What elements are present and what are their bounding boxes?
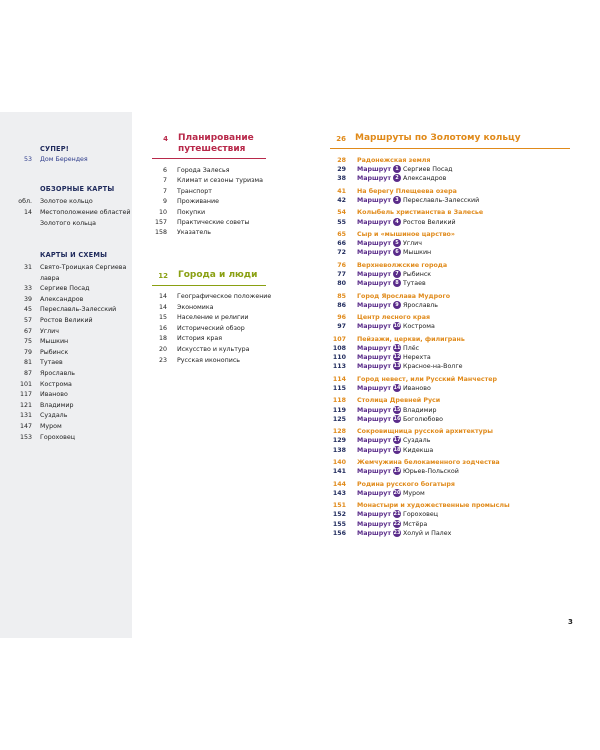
route-number-badge: 11	[393, 345, 401, 351]
toc-item[interactable]: Русская иконопись	[177, 356, 240, 364]
route-group-title[interactable]: Радонежская земля	[357, 157, 431, 164]
route-word: Маршрут	[357, 385, 391, 392]
route-word: Маршрут	[357, 240, 391, 248]
route-word: Маршрут	[357, 489, 391, 497]
sidebar-page-number: 39	[23, 295, 32, 303]
route-group-page-number: 151	[332, 502, 346, 510]
route-page-number: 29	[337, 166, 346, 174]
route-number-badge: 9	[393, 301, 401, 309]
route-group-title[interactable]: Столица Древней Руси	[357, 397, 441, 405]
route-page-number: 55	[337, 218, 346, 226]
route-number-badge: 7	[393, 270, 401, 278]
sidebar-item[interactable]: Переславль-Залесский	[40, 306, 117, 314]
route-group-title[interactable]: Жемчужина белокаменного зодчества	[357, 459, 500, 466]
toc-page-number: 14	[158, 293, 167, 300]
route-number-badge: 20	[393, 489, 401, 496]
sidebar-page-number: 131	[19, 412, 32, 420]
route-page-number: 97	[337, 323, 346, 331]
sidebar-item[interactable]: Тутаев	[40, 359, 63, 367]
route-word: Маршрут	[357, 249, 391, 257]
sidebar-item[interactable]: Ярославль	[40, 370, 76, 377]
toc-item[interactable]: Покупки	[177, 208, 206, 216]
sidebar-section-title: СУПЕР!	[40, 145, 69, 153]
route-word: Маршрут	[357, 323, 391, 331]
route-item[interactable]	[357, 270, 431, 279]
toc-item[interactable]: Климат и сезоны туризма	[177, 177, 264, 185]
route-page-number: 129	[332, 437, 346, 445]
route-page-number: 143	[332, 489, 346, 497]
section-rule	[152, 158, 266, 159]
route-word: Маршрут	[357, 415, 391, 423]
route-destination: Красное-на-Волге	[402, 363, 463, 371]
route-group-page-number: 114	[332, 375, 346, 383]
route-group-title[interactable]: Центр лесного края	[357, 314, 430, 322]
route-group-title[interactable]: На берегу Плещеева озера	[357, 187, 457, 195]
route-item[interactable]	[357, 510, 438, 519]
toc-page-number: 14	[158, 303, 167, 311]
sidebar-item[interactable]: Кострома	[40, 380, 72, 388]
route-number-badge: 18	[393, 446, 401, 453]
route-group-title[interactable]: Город невест, или Русский Манчестер	[357, 375, 498, 383]
route-item[interactable]	[357, 344, 419, 353]
toc-page-number: 15	[158, 314, 167, 322]
route-number-badge: 12	[393, 354, 401, 361]
sidebar-item[interactable]: Владимир	[40, 401, 74, 409]
toc-page-number: 9	[162, 198, 167, 206]
route-item[interactable]	[357, 467, 459, 476]
route-item[interactable]	[357, 165, 453, 174]
route-page-number: 66	[337, 240, 346, 248]
toc-item[interactable]: Население и религии	[177, 314, 249, 322]
route-destination: Юрьев-Польской	[402, 468, 459, 476]
route-group-title[interactable]: Сыр и «мышиное царство»	[357, 231, 455, 238]
route-number-badge: 13	[393, 363, 401, 370]
route-word: Маршрут	[357, 354, 391, 362]
route-destination: Мстёра	[402, 520, 428, 528]
route-destination: Боголюбово	[402, 415, 443, 423]
section-title: Города и люди	[178, 270, 258, 280]
route-item[interactable]	[357, 196, 479, 205]
route-number-badge: 19	[393, 468, 401, 475]
route-group-title[interactable]: Верхневолжские города	[357, 261, 448, 269]
route-page-number: 42	[337, 197, 346, 204]
route-destination: Иваново	[402, 385, 431, 392]
route-number-badge: 1	[393, 165, 401, 173]
toc-page-number: 7	[162, 187, 167, 195]
route-word: Маршрут	[357, 437, 391, 445]
sidebar-item[interactable]: Суздаль	[40, 412, 68, 420]
route-page-number: 155	[332, 520, 346, 528]
sidebar-section-title: ОБЗОРНЫЕ КАРТЫ	[40, 185, 115, 193]
route-item[interactable]	[357, 353, 431, 362]
route-group-page-number: 118	[332, 397, 346, 405]
route-word: Маршрут	[357, 345, 391, 352]
sidebar-item[interactable]: Сергиев Посад	[40, 285, 90, 293]
page-number: 3	[568, 618, 573, 626]
route-number-badge: 21	[393, 511, 401, 518]
sidebar-item[interactable]: Золотое кольцо	[40, 198, 93, 205]
section-title-line2: путешествия	[178, 144, 246, 154]
route-number-badge: 3	[393, 196, 401, 204]
section-rule	[152, 285, 266, 286]
section-rule	[330, 148, 570, 149]
route-number-badge: 23	[393, 529, 401, 536]
route-item[interactable]	[357, 520, 427, 529]
route-word: Маршрут	[357, 363, 391, 371]
sidebar-item[interactable]: Золотого кольца	[40, 220, 96, 227]
route-page-number: 86	[337, 301, 346, 309]
route-word: Маршрут	[357, 446, 391, 454]
route-item[interactable]	[357, 322, 435, 331]
route-item[interactable]	[357, 218, 456, 227]
section-title: Маршруты по Золотому кольцу	[355, 133, 521, 143]
sidebar-page-number: 147	[19, 423, 32, 430]
route-destination: Переславль-Залесский	[402, 197, 480, 204]
route-item[interactable]	[357, 301, 438, 310]
route-page-number: 138	[332, 446, 346, 454]
sidebar-item[interactable]: лавра	[40, 274, 60, 282]
route-group-page-number: 65	[337, 231, 346, 238]
route-destination: Холуй и Палех	[402, 529, 452, 537]
route-destination: Кидекша	[402, 446, 434, 454]
toc-item[interactable]: Экономика	[177, 303, 214, 311]
route-number-badge: 8	[393, 279, 401, 287]
toc-item[interactable]: История края	[177, 335, 223, 343]
sidebar-page-number: 117	[19, 391, 32, 399]
route-page-number: 72	[337, 249, 346, 257]
route-group-page-number: 54	[337, 209, 346, 217]
toc-item[interactable]: Географическое положение	[177, 293, 272, 300]
route-number-badge: 16	[393, 415, 401, 422]
toc-page-number: 20	[158, 346, 167, 353]
route-group-page-number: 96	[337, 314, 346, 322]
route-group-title[interactable]: Пейзажи, церкви, филигрань	[357, 335, 465, 343]
route-page-number: 113	[332, 363, 346, 371]
route-number-badge: 6	[393, 248, 401, 256]
sidebar-page-number: 81	[23, 359, 32, 367]
route-item[interactable]	[357, 362, 463, 371]
sidebar-page-number: 67	[23, 327, 32, 335]
sidebar-page-number: 87	[23, 370, 32, 377]
route-page-number: 80	[337, 280, 346, 288]
route-group-title[interactable]: Монастыри и художественные промыслы	[357, 502, 510, 510]
route-word: Маршрут	[357, 175, 391, 183]
toc-item[interactable]: Практические советы	[177, 219, 250, 226]
sidebar-page-number: 53	[23, 156, 32, 163]
sidebar-page-number: 121	[19, 401, 32, 409]
route-word: Маршрут	[357, 468, 391, 476]
sidebar-item[interactable]: Мышкин	[40, 338, 69, 346]
section-number: 12	[158, 272, 168, 280]
sidebar-page-number: обл.	[18, 198, 32, 205]
route-destination: Александров	[402, 175, 447, 183]
sidebar-item[interactable]: Рыбинск	[40, 348, 69, 356]
route-item[interactable]	[357, 415, 443, 424]
sidebar-item[interactable]: Дом Берендея	[40, 156, 88, 163]
sidebar-item[interactable]: Местоположение областей	[40, 209, 131, 216]
toc-page-number: 7	[162, 177, 167, 185]
route-group-title[interactable]: Город Ярослава Мудрого	[357, 292, 451, 300]
sidebar-page-number: 33	[23, 285, 32, 293]
toc-page-number: 157	[154, 219, 167, 226]
sidebar-section-title: КАРТЫ И СХЕМЫ	[40, 251, 108, 259]
route-destination: Нерехта	[402, 354, 431, 362]
route-destination: Ростов Великий	[402, 218, 456, 226]
route-group-page-number: 140	[332, 459, 346, 466]
toc-page-number: 23	[158, 356, 167, 364]
route-destination: Кострома	[402, 323, 435, 331]
toc-page-number: 16	[158, 324, 167, 332]
route-page-number: 125	[332, 415, 346, 423]
route-item[interactable]	[357, 384, 431, 393]
sidebar-item[interactable]: Муром	[40, 423, 62, 430]
route-item[interactable]	[357, 406, 436, 415]
section-number: 26	[336, 135, 346, 143]
route-page-number: 115	[332, 385, 346, 392]
route-destination: Тутаев	[402, 280, 426, 288]
route-destination: Гороховец	[402, 511, 438, 519]
section-number: 4	[163, 135, 168, 143]
sidebar-item[interactable]: Иваново	[40, 391, 68, 399]
section-title: Планирование	[178, 133, 254, 143]
sidebar-page-number: 14	[23, 209, 32, 216]
route-number-badge: 10	[393, 323, 401, 330]
route-word: Маршрут	[357, 271, 391, 278]
route-page-number: 141	[332, 468, 346, 476]
route-number-badge: 2	[393, 174, 401, 182]
route-page-number: 119	[332, 406, 346, 414]
route-destination: Рыбинск	[402, 271, 432, 278]
sidebar-item[interactable]: Свято-Троицкая Сергиева	[40, 264, 127, 271]
toc-item[interactable]: Транспорт	[177, 187, 212, 195]
route-word: Маршрут	[357, 406, 391, 414]
route-word: Маршрут	[357, 529, 391, 537]
route-group-page-number: 144	[332, 480, 346, 488]
route-number-badge: 14	[393, 385, 401, 391]
route-destination: Плёс	[402, 345, 420, 352]
sidebar-page-number: 75	[23, 338, 32, 346]
route-page-number: 77	[337, 271, 346, 278]
toc-item[interactable]: Исторический обзор	[177, 324, 245, 332]
sidebar-page-number: 101	[19, 380, 32, 388]
route-group-title[interactable]: Сокровищница русской архитектуры	[357, 428, 493, 436]
route-number-badge: 5	[393, 239, 401, 247]
route-destination: Мышкин	[402, 249, 432, 257]
route-group-title[interactable]: Колыбель христианства в Залесье	[357, 209, 484, 217]
toc-item[interactable]: Проживание	[177, 198, 220, 206]
route-number-badge: 22	[393, 520, 401, 527]
route-word: Маршрут	[357, 520, 391, 528]
sidebar-page-number: 31	[23, 264, 32, 271]
route-group-page-number: 107	[332, 335, 346, 343]
route-item[interactable]	[357, 446, 433, 455]
route-item[interactable]	[357, 436, 430, 445]
sidebar-page-number: 45	[23, 306, 32, 314]
route-item[interactable]	[357, 489, 425, 498]
route-destination: Сергиев Посад	[402, 166, 453, 174]
sidebar-item[interactable]: Углич	[40, 327, 59, 335]
sidebar-item[interactable]: Гороховец	[40, 433, 75, 441]
sidebar-item[interactable]: Ростов Великий	[40, 317, 93, 324]
route-destination: Ярославль	[402, 301, 439, 309]
route-word: Маршрут	[357, 280, 391, 288]
route-word: Маршрут	[357, 197, 391, 204]
route-group-page-number: 128	[332, 428, 346, 436]
route-group-page-number: 41	[337, 187, 346, 195]
toc-item[interactable]: Искусство и культура	[177, 346, 250, 353]
route-page-number: 110	[332, 354, 346, 362]
route-item[interactable]	[357, 529, 451, 538]
route-page-number: 108	[332, 345, 346, 352]
sidebar-page-number: 57	[23, 317, 32, 324]
route-destination: Муром	[402, 489, 425, 497]
route-word: Маршрут	[357, 166, 391, 174]
route-group-page-number: 76	[337, 261, 346, 269]
route-word: Маршрут	[357, 218, 391, 226]
route-item[interactable]	[357, 248, 431, 257]
route-group-page-number: 28	[337, 157, 346, 164]
route-destination: Суздаль	[402, 437, 431, 445]
toc-page-number: 158	[154, 229, 167, 237]
sidebar-page-number: 153	[19, 433, 32, 441]
route-page-number: 38	[337, 175, 346, 183]
sidebar-item[interactable]: Александров	[40, 295, 84, 303]
route-group-page-number: 85	[337, 292, 346, 300]
route-group-title[interactable]: Родина русского богатыря	[357, 480, 455, 488]
route-number-badge: 15	[393, 406, 401, 413]
route-page-number: 152	[332, 511, 346, 519]
route-item[interactable]	[357, 239, 422, 248]
route-item[interactable]	[357, 174, 446, 183]
route-destination: Углич	[402, 240, 422, 248]
route-word: Маршрут	[357, 511, 391, 519]
toc-item[interactable]: Указатель	[177, 229, 211, 237]
toc-page-number: 10	[158, 208, 167, 216]
route-item[interactable]	[357, 279, 426, 288]
toc-page-number: 18	[158, 335, 167, 343]
route-page-number: 156	[332, 529, 346, 537]
route-number-badge: 4	[393, 218, 401, 226]
route-destination: Владимир	[402, 406, 437, 414]
toc-page-number: 6	[162, 167, 167, 174]
route-number-badge: 17	[393, 437, 401, 444]
sidebar-page-number: 79	[23, 348, 32, 356]
toc-item[interactable]: Города Залесья	[177, 167, 230, 174]
route-word: Маршрут	[357, 301, 391, 309]
